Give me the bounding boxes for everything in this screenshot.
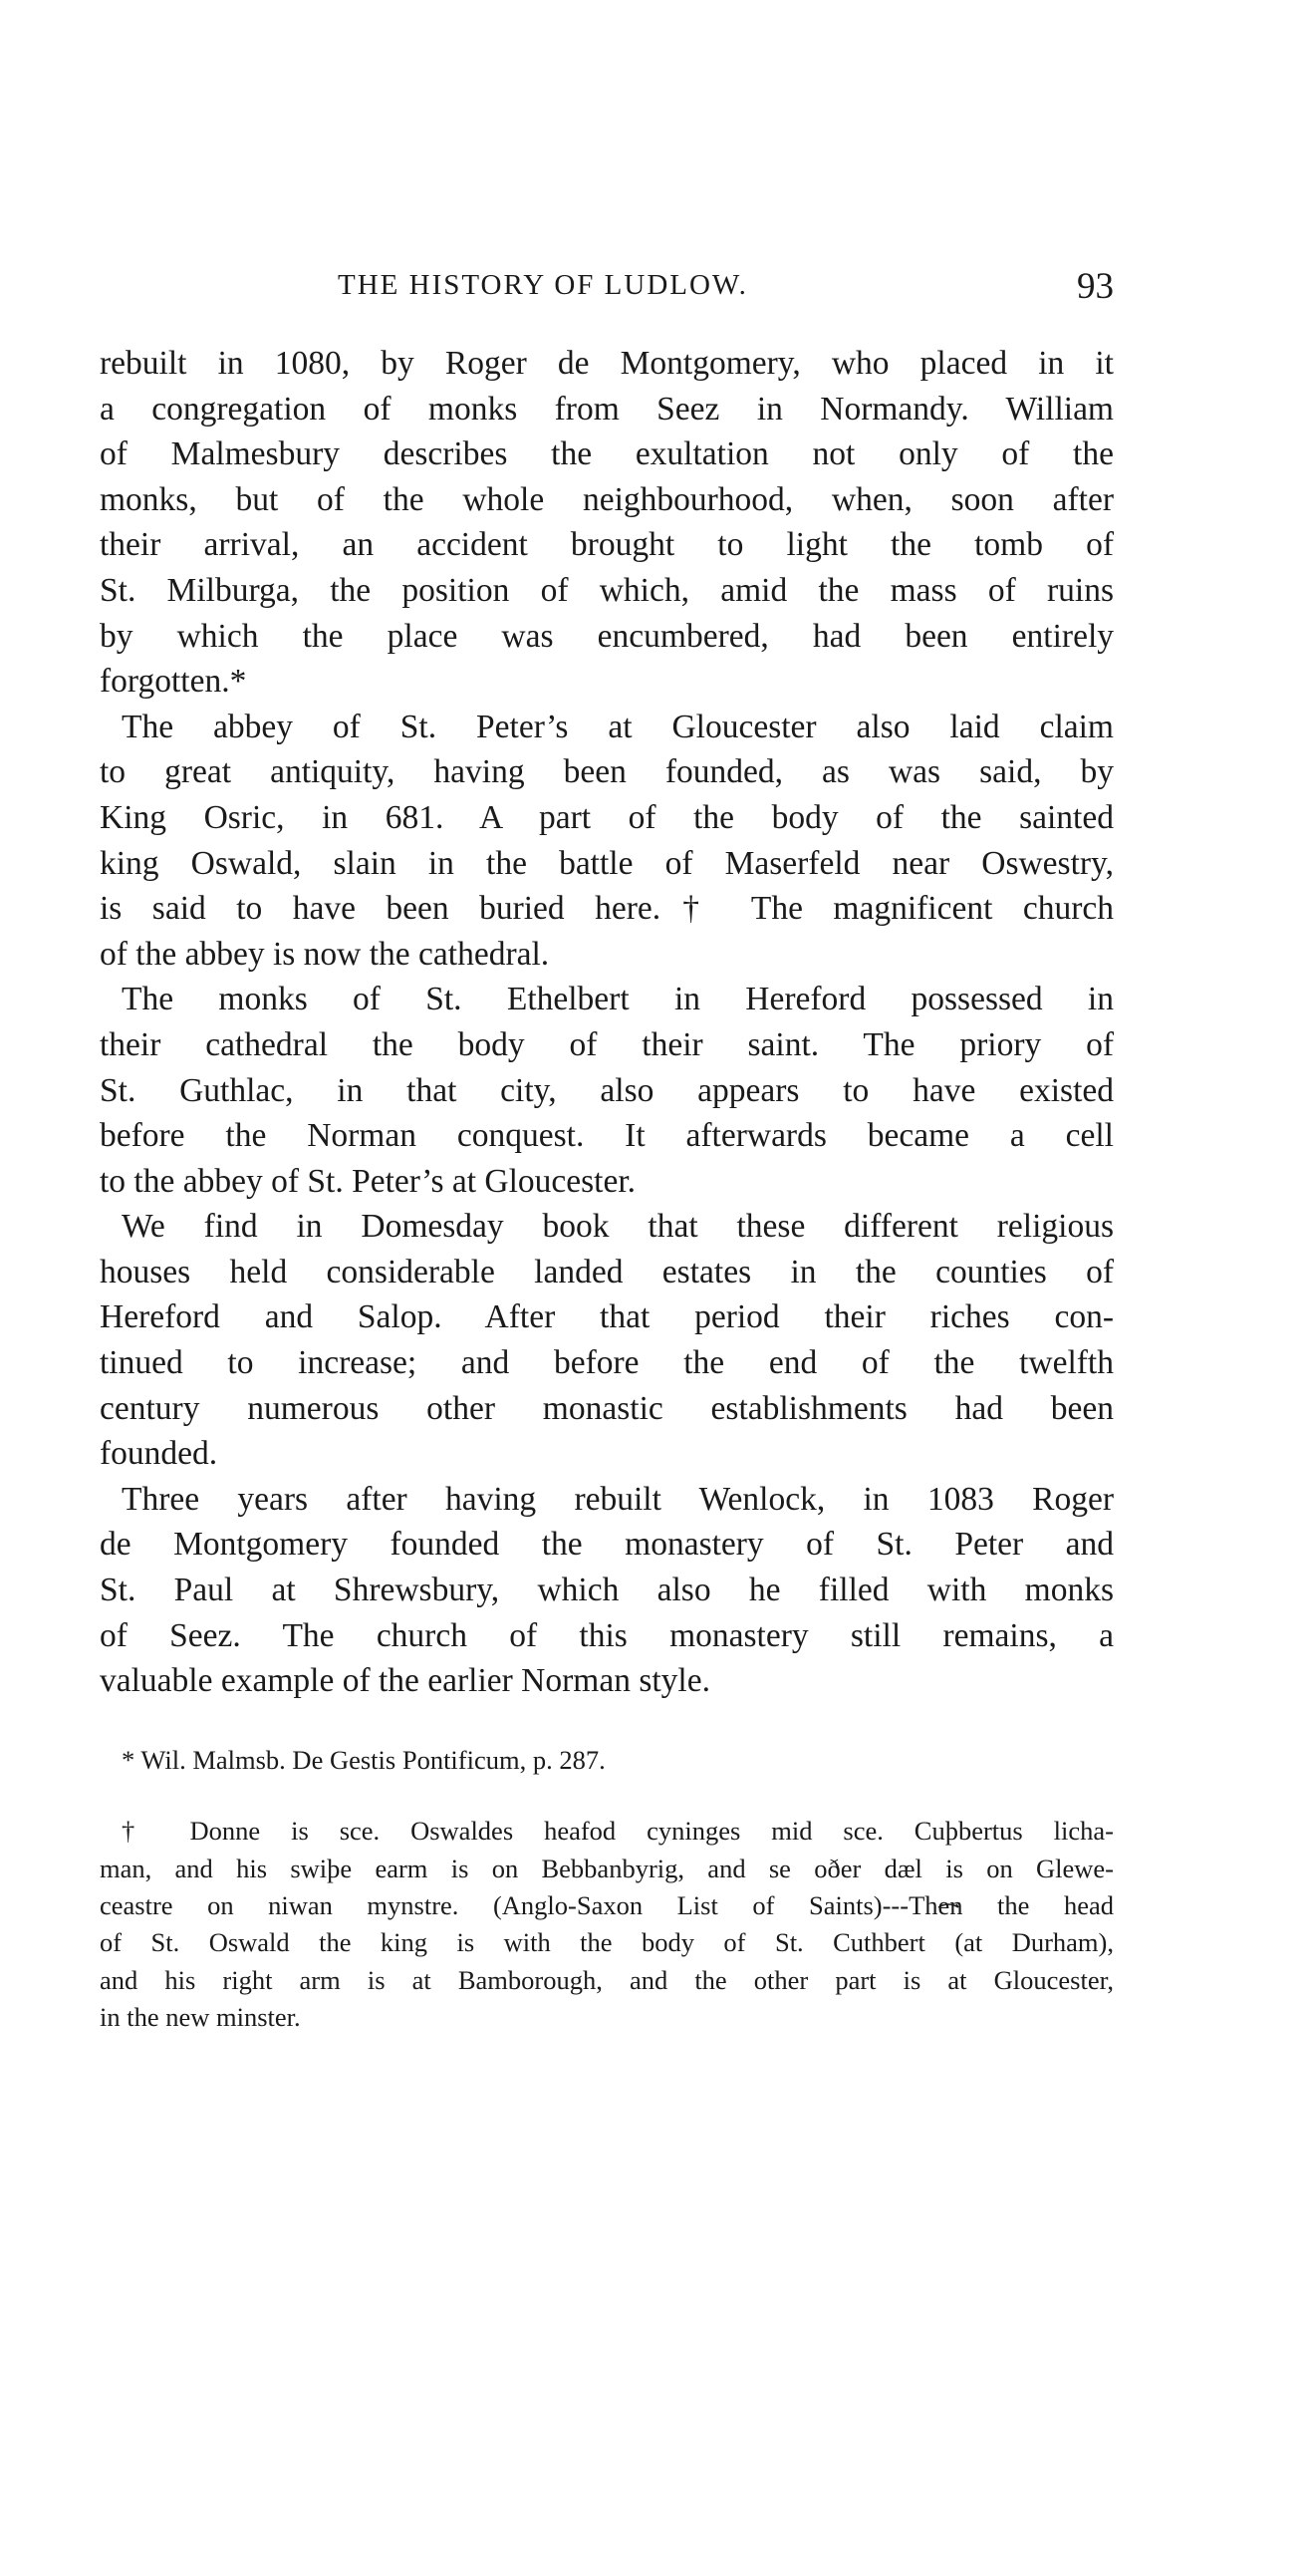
text-line: rebuilt in 1080, by Roger de Montgomery, who placed in it	[100, 345, 1114, 382]
footnote-2	[100, 1813, 1114, 2036]
text-line: The monks of St. Ethelbert in Hereford possessed in	[122, 981, 1114, 1018]
paragraph-2	[100, 705, 1114, 978]
text-line: tinued to increase; and before the end of the twelfth	[100, 1344, 1114, 1382]
text-line: founded.	[100, 1435, 218, 1473]
footnote-gap	[100, 1779, 1114, 1813]
text-line: We find in Domesday book that these different religious	[122, 1208, 1114, 1246]
abbreviation-mark-icon	[937, 1900, 959, 1910]
footnote-line: in the new minster.	[100, 2002, 301, 2033]
paragraph-4	[100, 1204, 1114, 1477]
text-line: their cathedral the body of their saint. The priory of	[100, 1025, 1114, 1063]
footnote-text: * Wil. Malmsb. De Gestis Pontificum, p. 287.	[122, 1744, 606, 1775]
running-head	[100, 266, 1114, 313]
footnote-line: of St. Oswald the king is with the body of St. Cuthbert (at Durham),	[100, 1927, 1114, 1958]
text-line: King Osric, in 681. A part of the body of the sainted	[100, 798, 1114, 836]
text-line: St. Milburga, the position of which, amid the mass of ruins	[100, 571, 1114, 609]
text-line: St. Paul at Shrewsbury, which also he filled with monks	[100, 1572, 1114, 1609]
footnotes	[100, 1742, 1114, 2037]
footnote-line: and his right arm is at Bamborough, and the other part is at Gloucester,	[100, 1964, 1114, 1995]
text-line: of the abbey is now the cathedral.	[100, 935, 550, 973]
text-line: Three years after having rebuilt Wenlock, in 1083 Roger	[122, 1480, 1114, 1518]
text-line: by which the place was encumbered, had been entirely	[100, 617, 1114, 655]
text-line: a congregation of monks from Seez in Normandy. William	[100, 390, 1114, 428]
text-line: houses held considerable landed estates in the counties of	[100, 1253, 1114, 1290]
footnote-line: † Donne is sce. Oswaldes heafod cyninges mid sce. Cuþbertus licha-	[122, 1816, 1114, 1847]
text-line: forgotten.*	[100, 663, 247, 701]
text-line: Hereford and Salop. After that period their riches con-	[100, 1298, 1114, 1336]
text-line: The abbey of St. Peter’s at Gloucester also laid claim	[122, 708, 1114, 745]
text-line: century numerous other monastic establishments had been	[100, 1389, 1114, 1427]
page	[100, 266, 1114, 2037]
text-line: de Montgomery founded the monastery of St. Peter and	[100, 1526, 1114, 1564]
text-line: king Oswald, slain in the battle of Maserfeld near Oswestry,	[100, 844, 1114, 882]
paragraph-5	[100, 1477, 1114, 1704]
text-line: is said to have been buried here.† The magnificent church	[100, 890, 1114, 928]
footnote-1	[100, 1742, 1114, 1779]
text-line: of Seez. The church of this monastery still remains, a	[100, 1616, 1114, 1654]
paragraph-1	[100, 341, 1114, 705]
text-line: of Malmesbury describes the exultation not only of the	[100, 435, 1114, 473]
text-line: their arrival, an accident brought to light the tomb of	[100, 526, 1114, 564]
footnote-line: man, and his swiþe earm is on Bebbanbyrig, and se oðer dæl is on Glewe-	[100, 1853, 1114, 1883]
footnote-line: ceastre on niwan mynstre. (Anglo-Saxon List of Saints)---Then the head	[100, 1890, 1114, 1921]
text-line: valuable example of the earlier Norman style.	[100, 1662, 710, 1700]
running-title: THE HISTORY OF LUDLOW.	[338, 269, 748, 301]
text-line: to great antiquity, having been founded, as was said, by	[100, 753, 1114, 791]
body-text	[100, 341, 1114, 1704]
text-line: before the Norman conquest. It afterwards became a cell	[100, 1117, 1114, 1155]
page-number: 93	[1077, 266, 1114, 307]
text-line: St. Guthlac, in that city, also appears to have existed	[100, 1071, 1114, 1109]
paragraph-3	[100, 977, 1114, 1204]
text-line: to the abbey of St. Peter’s at Gloucester.	[100, 1162, 637, 1200]
text-line: monks, but of the whole neighbourhood, when, soon after	[100, 480, 1114, 518]
